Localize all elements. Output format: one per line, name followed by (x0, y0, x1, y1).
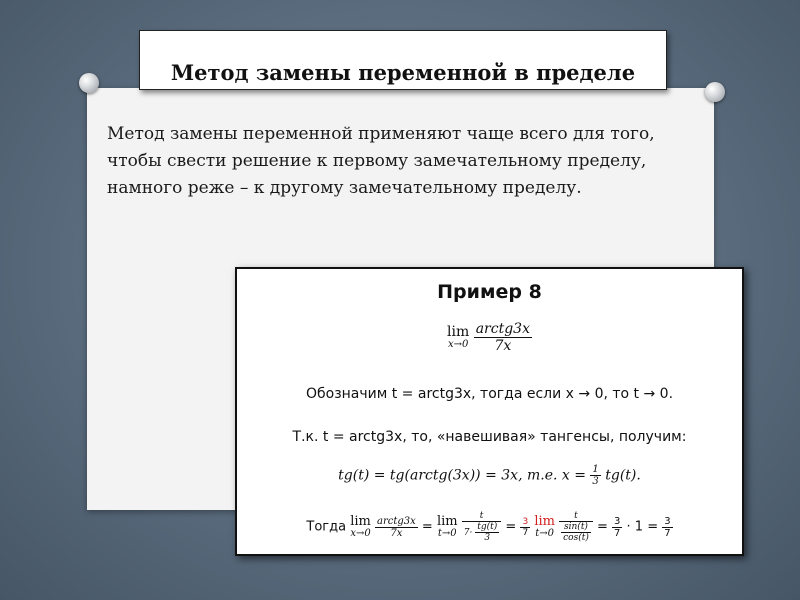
limit-operator: lim x→0 (350, 514, 371, 539)
example-heading: Пример 8 (437, 281, 542, 303)
body-paragraph: Метод замены переменной применяют чаще всего для того, чтобы свести решение к первому замечательному пределу, намного реже – к другому замечательному пределу. (107, 124, 655, 198)
limit-operator: lim x→0 (447, 324, 470, 350)
x-expression-line: tg(t) = tg(arctg(3x)) = 3x, т.е. x = $\frac{1}{3}$ tg(t). (338, 464, 641, 487)
tangent-line: Т.к. t = arctg3x, то, «навешивая» тангенсы, получим: (292, 429, 687, 445)
sin-cos-fraction: $\frac{t}{\frac{\sin(t)}{\cos(t)}}$ (559, 511, 593, 543)
limit-operator: lim t→0 (436, 514, 458, 539)
limit-expression (237, 321, 742, 354)
pushpin-icon (705, 82, 725, 102)
limit-fraction: $\frac{\text{arctg3x}}{7x}$ (475, 321, 530, 354)
final-computation: Тогда lim x→0 $\frac{\text{arctg3x}}{7x}$ = lim t→0 t 7· $\frac{tg(t)}{3}$ = $\frac{3}{7}$ lim t→0 $\frac{t}{\frac{\sin(t)}{\cos(t)}}$ = $\frac{3}{7}$ · 1 = $\frac{3}{7}$ (306, 511, 671, 543)
original-fraction: $\frac{\text{arctg3x}}{7x}$ (377, 515, 416, 539)
limit-operator-red: lim t→0 (534, 514, 555, 539)
title-box (139, 30, 667, 90)
slide-title: Метод замены переменной в пределе (170, 60, 636, 85)
example-box (235, 267, 744, 556)
three-sevenths-fraction: $\frac{3}{7}$ (614, 515, 621, 539)
pushpin-icon (79, 73, 99, 93)
one-third-fraction: $\frac{1}{3}$ (592, 464, 599, 487)
result-fraction: $\frac{3}{7}$ (664, 515, 671, 539)
three-sevenths-fraction: $\frac{3}{7}$ (522, 516, 529, 538)
substituted-fraction: t 7· $\frac{tg(t)}{3}$ (462, 511, 502, 543)
substitution-line: Обозначим t = arctg3x, тогда если x → 0, то t → 0. (305, 386, 674, 402)
